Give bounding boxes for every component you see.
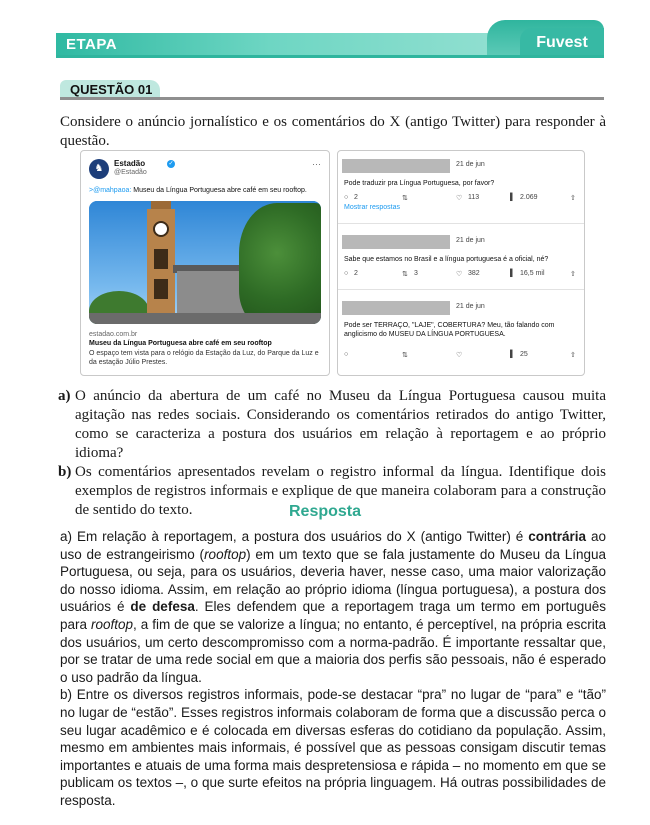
like-icon: ♡	[456, 352, 463, 359]
link-description: O espaço tem vista para o relógio da Estação da Luz, do Parque da Luz e da estação Júlio Prestes.	[89, 350, 319, 366]
question-items	[60, 387, 606, 520]
comment-count: 2	[354, 194, 358, 201]
like-count: 382	[468, 270, 480, 277]
divider	[338, 223, 585, 224]
question-intro: Considere o anúncio jornalístico e os comentários do X (antigo Twitter) para responder à questão.	[60, 114, 606, 149]
comment-icon: ○	[344, 194, 349, 201]
post-text	[89, 187, 323, 194]
redacted-user	[342, 235, 450, 249]
views-icon: ▌	[510, 351, 515, 358]
link-title: Museu da Língua Portuguesa abre café em seu rooftop	[89, 340, 272, 347]
views-count: 2.069	[520, 194, 538, 201]
retweet-icon: ⇅	[402, 352, 408, 359]
news-post-card	[80, 150, 330, 376]
exam-name: Fuvest	[536, 34, 588, 51]
reply-stats	[344, 351, 580, 361]
retweet-count: 3	[414, 270, 418, 277]
reply-date: 21 de jun	[456, 161, 485, 168]
like-count: 113	[468, 194, 480, 201]
comment-icon: ○	[344, 351, 349, 358]
question-rule	[60, 97, 604, 100]
replies-card	[337, 150, 585, 376]
account-name: Estadão	[114, 159, 146, 168]
retweet-icon: ⇅	[402, 271, 408, 278]
brand-logo: ETAPA	[66, 36, 118, 53]
answer-title: Resposta	[288, 503, 362, 520]
link-domain: estadao.com.br	[89, 331, 138, 338]
comment-icon: ○	[344, 270, 349, 277]
museum-photo	[89, 201, 321, 324]
like-icon: ♡	[456, 195, 463, 202]
share-icon: ⇧	[570, 352, 576, 359]
share-icon: ⇧	[570, 195, 576, 202]
reply-stats	[344, 270, 580, 280]
redacted-user	[342, 159, 450, 173]
answer-body	[60, 528, 606, 810]
more-options-icon: ···	[312, 159, 321, 169]
reply-text: Pode ser TERRAÇO, "LAJE", COBERTURA? Meu, tão falando com anglicismo do MUSEU DA LÍNGUA PORTUGUESA.	[344, 322, 555, 338]
reply-date: 21 de jun	[456, 237, 485, 244]
share-icon: ⇧	[570, 271, 576, 278]
account-avatar: ♞	[89, 159, 109, 179]
item-text: Os comentários apresentados revelam o registro informal da língua. Identifique dois exemplos de registros informais e explique de que maneira colaboram para a construção de sentido do texto.	[75, 464, 606, 518]
redacted-user	[342, 301, 450, 315]
post-mention: >@mahpaoa:	[89, 187, 132, 194]
reply-date: 21 de jun	[456, 303, 485, 310]
retweet-icon: ⇅	[402, 195, 408, 202]
divider	[338, 289, 585, 290]
reply-item	[338, 227, 585, 293]
views-icon: ▌	[510, 194, 515, 201]
question-label: QUESTÃO 01	[60, 80, 160, 98]
item-a	[60, 387, 606, 463]
item-mark: a)	[58, 388, 71, 404]
show-replies-link: Mostrar respostas	[344, 204, 401, 211]
views-count: 25	[520, 351, 528, 358]
reply-item	[338, 293, 585, 359]
views-icon: ▌	[510, 270, 515, 277]
views-count: 16,5 mil	[520, 270, 545, 277]
account-handle: @Estadão	[114, 169, 147, 176]
post-body: Museu da Língua Portuguesa abre café em seu rooftop.	[131, 187, 307, 194]
reply-item	[338, 151, 585, 217]
item-text: O anúncio da abertura de um café no Museu da Língua Portuguesa causou muita agitação nas redes sociais. Considerando os comentários retirados do antigo Twitter, como se caracteriza a postura dos usuários em relação à reportagem e ao próprio idioma?	[75, 388, 606, 461]
reply-text: Sabe que estamos no Brasil e a língua portuguesa é a oficial, né?	[344, 256, 549, 263]
answer-b: b) Entre os diversos registros informais, pode-se destacar “pra” no lugar de “para” e “tão” no lugar de “estão”. Esses registros informais colaboram de forma que a discussão perca o seu lugar acadêmico e é colocada em diversas esferas do cotidiano da população. Assim, mesmo em ambientes mais informais, é possível que as pessoas consigam discutir temas importantes e atuais de uma forma mais despretensiosa e rápida – no momento em que se publicam os textos –, o que surte efeitos na própria linguagem. Há outras possibilidades de resposta.	[60, 687, 606, 808]
comment-count: 2	[354, 270, 358, 277]
item-mark: b)	[58, 464, 72, 480]
header-rule	[56, 55, 604, 58]
like-icon: ♡	[456, 271, 463, 278]
reply-text: Pode traduzir pra Língua Portuguesa, por favor?	[344, 180, 495, 187]
answer-a: a) Em relação à reportagem, a postura dos usuários do X (antigo Twitter) é contrária ao uso de estrangeirismo (rooftop) em um texto que se fala justamente do Museu da Língua Portuguesa, ou seja, para os usuários, deveria haver, nesse caso, uma maior valorização do nosso idioma. Assim, em relação ao próprio idioma (língua portuguesa), a postura dos usuários é de defesa. Eles defendem que a reportagem traga um termo em português para rooftop, a fim de que se valorize a língua; no entanto, é perceptível, na própria escrita dos usuários, um certo descompromisso com a norma-padrão. É importante ressaltar que, por se tratar de uma rede social em que a maioria dos perfis são pessoais, não é esperado o uso padrão da língua.	[60, 529, 607, 685]
reply-stats	[344, 194, 580, 204]
verified-icon: ✓	[168, 161, 174, 167]
